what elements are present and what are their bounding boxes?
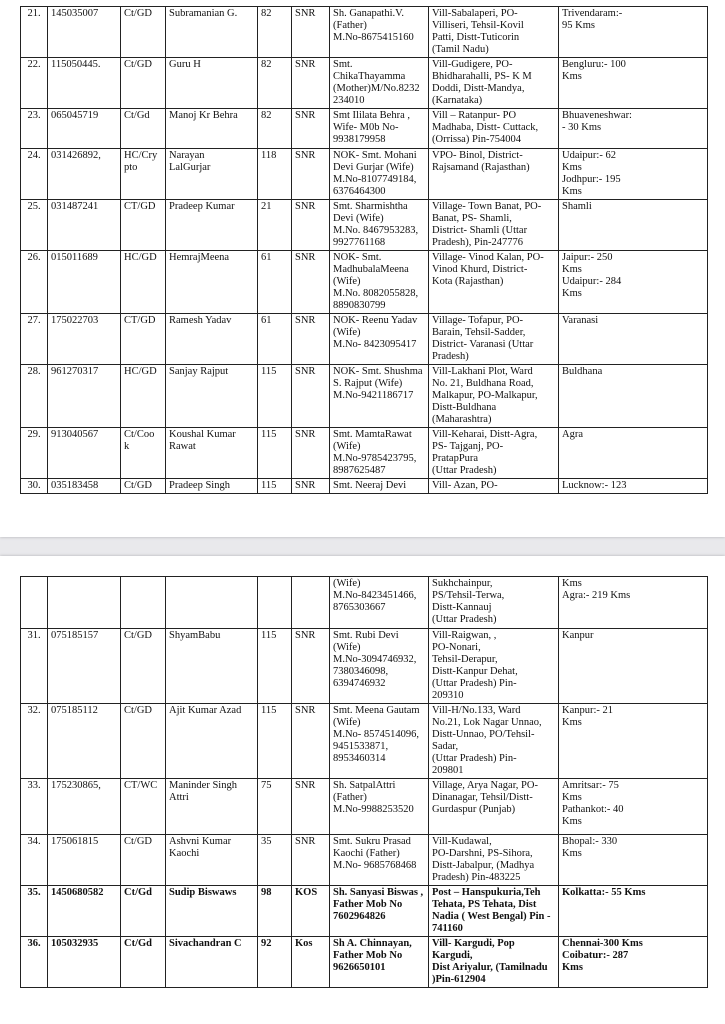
serial-number-cell: 21. (21, 7, 48, 58)
unit-cell: SNR (292, 428, 330, 479)
battalion-cell: 98 (258, 886, 292, 937)
name-cell: ShyamBabu (166, 629, 258, 704)
force-number-cell: 175022703 (48, 314, 121, 365)
next-of-kin-cell: Sh A. Chinnayan, Father Mob No 9626650101 (330, 937, 429, 988)
table-row (21, 365, 708, 428)
name-cell: Maninder Singh Attri (166, 779, 258, 835)
name-cell: Pradeep Singh (166, 479, 258, 494)
battalion-cell: 82 (258, 7, 292, 58)
table-row (21, 314, 708, 365)
next-of-kin-cell: Smt. Neeraj Devi (330, 479, 429, 494)
rank-cell: Ct/GD (121, 479, 166, 494)
force-number-cell: 175061815 (48, 835, 121, 886)
name-cell (166, 577, 258, 629)
unit-cell: SNR (292, 835, 330, 886)
rank-cell: Ct/Gd (121, 109, 166, 149)
unit-cell: SNR (292, 314, 330, 365)
name-cell: Ramesh Yadav (166, 314, 258, 365)
distance-cell: Amritsar:- 75 Kms Pathankot:- 40 Kms (559, 779, 708, 835)
serial-number-cell: 27. (21, 314, 48, 365)
table-row (21, 109, 708, 149)
serial-number-cell: 23. (21, 109, 48, 149)
distance-cell: Bhuaveneshwar: - 30 Kms (559, 109, 708, 149)
table-row (21, 58, 708, 109)
distance-cell: Agra (559, 428, 708, 479)
address-cell: Vill-Keharai, Distt-Agra, PS- Tajganj, PO- PratapPura (Uttar Pradesh) (429, 428, 559, 479)
name-cell: Koushal Kumar Rawat (166, 428, 258, 479)
address-cell: Village- Town Banat, PO- Banat, PS- Shamli, District- Shamli (Uttar Pradesh), Pin-247776 (429, 200, 559, 251)
distance-cell: Lucknow:- 123 (559, 479, 708, 494)
battalion-cell: 118 (258, 149, 292, 200)
battalion-cell: 61 (258, 314, 292, 365)
battalion-cell (258, 577, 292, 629)
next-of-kin-cell: Sh. SatpalAttri (Father) M.No-9988253520 (330, 779, 429, 835)
force-number-cell: 031426892, (48, 149, 121, 200)
unit-cell: SNR (292, 251, 330, 314)
force-number-cell (48, 577, 121, 629)
address-cell: Village- Tofapur, PO- Barain, Tehsil-Sadder, District- Varanasi (Uttar Pradesh) (429, 314, 559, 365)
name-cell: Ajit Kumar Azad (166, 704, 258, 779)
distance-cell: Kolkatta:- 55 Kms (559, 886, 708, 937)
unit-cell: SNR (292, 149, 330, 200)
force-number-cell: 035183458 (48, 479, 121, 494)
unit-cell: SNR (292, 200, 330, 251)
unit-cell: SNR (292, 109, 330, 149)
unit-cell: KOS (292, 886, 330, 937)
battalion-cell: 115 (258, 428, 292, 479)
serial-number-cell: 32. (21, 704, 48, 779)
address-cell: Vill – Ratanpur- PO Madhaba, Distt- Cuttack, (Orrissa) Pin-754004 (429, 109, 559, 149)
address-cell: Vill-Lakhani Plot, Ward No. 21, Buldhana Road, Malkapur, PO-Malkapur, Distt-Buldhana (Maharashtra) (429, 365, 559, 428)
distance-cell: Kms Agra:- 219 Kms (559, 577, 708, 629)
unit-cell: Kos (292, 937, 330, 988)
serial-number-cell: 29. (21, 428, 48, 479)
unit-cell: SNR (292, 365, 330, 428)
personnel-table-page-2 (20, 576, 708, 988)
address-cell: Vill- Kargudi, Pop Kargudi, Dist Ariyalur, (Tamilnadu )Pin-612904 (429, 937, 559, 988)
table-row (21, 7, 708, 58)
serial-number-cell: 33. (21, 779, 48, 835)
serial-number-cell: 36. (21, 937, 48, 988)
name-cell: Ashvni Kumar Kaochi (166, 835, 258, 886)
serial-number-cell: 22. (21, 58, 48, 109)
battalion-cell: 92 (258, 937, 292, 988)
address-cell: Village, Arya Nagar, PO- Dinanagar, Tehsil/Distt- Gurdaspur (Punjab) (429, 779, 559, 835)
unit-cell (292, 577, 330, 629)
next-of-kin-cell: Sh. Sanyasi Biswas , Father Mob No 7602964826 (330, 886, 429, 937)
serial-number-cell: 25. (21, 200, 48, 251)
rank-cell (121, 577, 166, 629)
serial-number-cell: 30. (21, 479, 48, 494)
rank-cell: Ct/GD (121, 58, 166, 109)
distance-cell: Jaipur:- 250 Kms Udaipur:- 284 Kms (559, 251, 708, 314)
distance-cell: Bengluru:- 100 Kms (559, 58, 708, 109)
distance-cell: Chennai-300 Kms Coibatur:- 287 Kms (559, 937, 708, 988)
serial-number-cell: 24. (21, 149, 48, 200)
table-row (21, 428, 708, 479)
distance-cell: Varanasi (559, 314, 708, 365)
address-cell: Village- Vinod Kalan, PO- Vinod Khurd, District- Kota (Rajasthan) (429, 251, 559, 314)
unit-cell: SNR (292, 779, 330, 835)
table-row (21, 149, 708, 200)
battalion-cell: 61 (258, 251, 292, 314)
rank-cell: Ct/GD (121, 629, 166, 704)
rank-cell: CT/GD (121, 200, 166, 251)
unit-cell: SNR (292, 479, 330, 494)
table-row (21, 835, 708, 886)
rank-cell: Ct/GD (121, 704, 166, 779)
table-row (21, 479, 708, 494)
force-number-cell: 075185112 (48, 704, 121, 779)
name-cell: Narayan LalGurjar (166, 149, 258, 200)
personnel-table-page-1 (20, 6, 708, 494)
address-cell: Vill-Raigwan, , PO-Nonari, Tehsil-Derapur, Distt-Kanpur Dehat, (Uttar Pradesh) Pin- 209310 (429, 629, 559, 704)
battalion-cell: 115 (258, 479, 292, 494)
serial-number-cell: 34. (21, 835, 48, 886)
name-cell: Subramanian G. (166, 7, 258, 58)
force-number-cell: 075185157 (48, 629, 121, 704)
name-cell: HemrajMeena (166, 251, 258, 314)
name-cell: Manoj Kr Behra (166, 109, 258, 149)
name-cell: Pradeep Kumar (166, 200, 258, 251)
battalion-cell: 115 (258, 704, 292, 779)
table-row (21, 779, 708, 835)
rank-cell: HC/Cry pto (121, 149, 166, 200)
battalion-cell: 35 (258, 835, 292, 886)
next-of-kin-cell: Smt. Sukru Prasad Kaochi (Father) M.No- 9685768468 (330, 835, 429, 886)
address-cell: Sukhchainpur, PS/Tehsil-Terwa, Distt-Kannauj (Uttar Pradesh) (429, 577, 559, 629)
address-cell: Vill-H/No.133, Ward No.21, Lok Nagar Unnao, Distt-Unnao, PO/Tehsil- Sadar, (Uttar Pradesh) Pin- 209801 (429, 704, 559, 779)
address-cell: Vill-Sabalaperi, PO- Villiseri, Tehsil-Kovil Patti, Distt-Tuticorin (Tamil Nadu) (429, 7, 559, 58)
table-row (21, 629, 708, 704)
force-number-cell: 065045719 (48, 109, 121, 149)
next-of-kin-cell: (Wife) M.No-8423451466, 8765303667 (330, 577, 429, 629)
name-cell: Guru H (166, 58, 258, 109)
rank-cell: Ct/GD (121, 835, 166, 886)
address-cell: VPO- Binol, District- Rajsamand (Rajasthan) (429, 149, 559, 200)
distance-cell: Trivendaram:- 95 Kms (559, 7, 708, 58)
rank-cell: CT/GD (121, 314, 166, 365)
battalion-cell: 21 (258, 200, 292, 251)
table-row (21, 577, 708, 629)
serial-number-cell: 26. (21, 251, 48, 314)
battalion-cell: 82 (258, 109, 292, 149)
unit-cell: SNR (292, 629, 330, 704)
name-cell: Sudip Biswaws (166, 886, 258, 937)
force-number-cell: 961270317 (48, 365, 121, 428)
force-number-cell: 031487241 (48, 200, 121, 251)
next-of-kin-cell: NOK- Smt. MadhubalaMeena (Wife) M.No. 8082055828, 8890830799 (330, 251, 429, 314)
next-of-kin-cell: Smt. ChikaThayamma (Mother)M/No.8232 234010 (330, 58, 429, 109)
name-cell: Sivachandran C (166, 937, 258, 988)
serial-number-cell: 28. (21, 365, 48, 428)
rank-cell: HC/GD (121, 365, 166, 428)
force-number-cell: 105032935 (48, 937, 121, 988)
distance-cell: Buldhana (559, 365, 708, 428)
battalion-cell: 115 (258, 629, 292, 704)
table-row (21, 937, 708, 988)
address-cell: Post – Hanspukuria,Teh Tehata, PS Tehata, Dist Nadia ( West Bengal) Pin - 741160 (429, 886, 559, 937)
distance-cell: Bhopal:- 330 Kms (559, 835, 708, 886)
table-body-page-1 (21, 7, 708, 494)
table-row (21, 704, 708, 779)
rank-cell: Ct/GD (121, 7, 166, 58)
distance-cell: Kanpur:- 21 Kms (559, 704, 708, 779)
force-number-cell: 115050445. (48, 58, 121, 109)
next-of-kin-cell: NOK- Smt. Mohani Devi Gurjar (Wife) M.No-8107749184, 6376464300 (330, 149, 429, 200)
document-page-2 (0, 556, 725, 1024)
force-number-cell: 913040567 (48, 428, 121, 479)
address-cell: Vill- Azan, PO- (429, 479, 559, 494)
battalion-cell: 75 (258, 779, 292, 835)
rank-cell: CT/WC (121, 779, 166, 835)
address-cell: Vill-Kudawal, PO-Darshni, PS-Sihora, Distt-Jabalpur, (Madhya Pradesh) Pin-483225 (429, 835, 559, 886)
distance-cell: Shamli (559, 200, 708, 251)
serial-number-cell (21, 577, 48, 629)
unit-cell: SNR (292, 58, 330, 109)
next-of-kin-cell: NOK- Smt. Shushma S. Rajput (Wife) M.No-9421186717 (330, 365, 429, 428)
distance-cell: Udaipur:- 62 Kms Jodhpur:- 195 Kms (559, 149, 708, 200)
next-of-kin-cell: Sh. Ganapathi.V. (Father) M.No-8675415160 (330, 7, 429, 58)
force-number-cell: 145035007 (48, 7, 121, 58)
next-of-kin-cell: NOK- Reenu Yadav (Wife) M.No- 8423095417 (330, 314, 429, 365)
next-of-kin-cell: Smt. Meena Gautam (Wife) M.No- 8574514096, 9451533871, 8953460314 (330, 704, 429, 779)
next-of-kin-cell: Smt. MamtaRawat (Wife) M.No-9785423795, 8987625487 (330, 428, 429, 479)
force-number-cell: 175230865, (48, 779, 121, 835)
address-cell: Vill-Gudigere, PO- Bhidharahalli, PS- K M Doddi, Distt-Mandya, (Karnataka) (429, 58, 559, 109)
unit-cell: SNR (292, 7, 330, 58)
table-body-page-2 (21, 577, 708, 988)
rank-cell: Ct/Gd (121, 937, 166, 988)
force-number-cell: 1450680582 (48, 886, 121, 937)
table-row (21, 200, 708, 251)
rank-cell: Ct/Gd (121, 886, 166, 937)
rank-cell: Ct/Coo k (121, 428, 166, 479)
distance-cell: Kanpur (559, 629, 708, 704)
next-of-kin-cell: Smt. Rubi Devi (Wife) M.No-3094746932, 7380346098, 6394746932 (330, 629, 429, 704)
rank-cell: HC/GD (121, 251, 166, 314)
serial-number-cell: 31. (21, 629, 48, 704)
battalion-cell: 82 (258, 58, 292, 109)
name-cell: Sanjay Rajput (166, 365, 258, 428)
unit-cell: SNR (292, 704, 330, 779)
next-of-kin-cell: Smt. Sharmishtha Devi (Wife) M.No. 8467953283, 9927761168 (330, 200, 429, 251)
next-of-kin-cell: Smt Ililata Behra , Wife- M0b No- 9938179958 (330, 109, 429, 149)
table-row (21, 886, 708, 937)
battalion-cell: 115 (258, 365, 292, 428)
table-row (21, 251, 708, 314)
serial-number-cell: 35. (21, 886, 48, 937)
force-number-cell: 015011689 (48, 251, 121, 314)
